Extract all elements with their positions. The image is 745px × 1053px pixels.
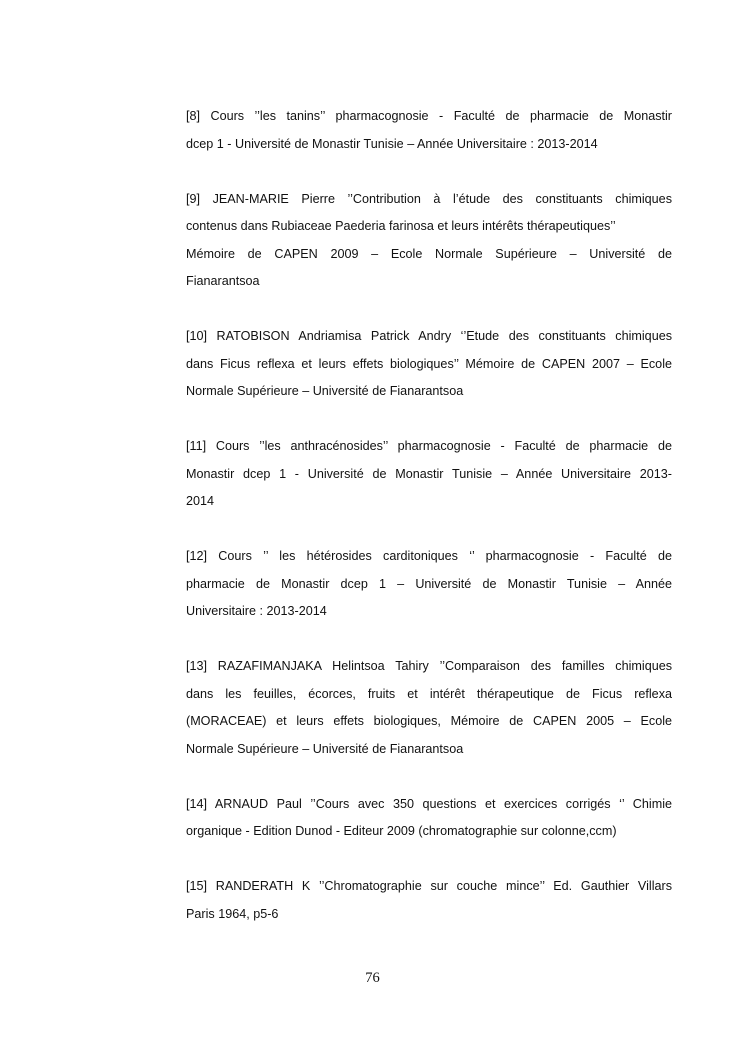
- reference-10: [186, 325, 672, 408]
- reference-line: Universitaire : 2013-2014: [186, 604, 327, 618]
- reference-line: Fianarantsoa: [186, 274, 260, 288]
- reference-line: Monastir dcep 1 - Université de Monastir Tunisie – Année Universitaire 2013-: [186, 466, 672, 481]
- reference-line: [8] Cours ’’les tanins’’ pharmacognosie - Faculté de pharmacie de Monastir: [186, 109, 672, 123]
- reference-9: [186, 188, 672, 298]
- reference-13: [186, 655, 672, 765]
- reference-11: [186, 435, 672, 518]
- reference-spacer: [186, 160, 672, 188]
- reference-spacer: [186, 518, 672, 546]
- reference-line: organique - Edition Dunod - Editeur 2009 (chromatographie sur colonne,ccm): [186, 824, 617, 838]
- reference-line: dcep 1 - Université de Monastir Tunisie – Année Universitaire : 2013-2014: [186, 136, 598, 151]
- reference-line: Mémoire de CAPEN 2009 – Ecole Normale Supérieure – Université de: [186, 246, 672, 261]
- reference-14: [186, 793, 672, 848]
- reference-line: contenus dans Rubiaceae Paederia farinosa et leurs intérêts thérapeutiques’’: [186, 219, 616, 233]
- reference-spacer: [186, 848, 672, 876]
- reference-line: [11] Cours ’’les anthracénosides’’ pharmacognosie - Faculté de pharmacie de: [186, 439, 672, 453]
- reference-line: Normale Supérieure – Université de Fianarantsoa: [186, 741, 464, 756]
- reference-line: [9] JEAN-MARIE Pierre ’’Contribution à l’étude des constituants chimiques: [186, 191, 672, 206]
- reference-line: pharmacie de Monastir dcep 1 – Université de Monastir Tunisie – Année: [186, 576, 672, 591]
- reference-15: [186, 875, 672, 930]
- page-number: 76: [365, 970, 380, 986]
- reference-list: [186, 105, 672, 930]
- reference-line: dans les feuilles, écorces, fruits et intérêt thérapeutique de Ficus reflexa: [186, 686, 672, 701]
- reference-line: [14] ARNAUD Paul ’’Cours avec 350 questions et exercices corrigés ‘’ Chimie: [186, 796, 672, 811]
- reference-line: Normale Supérieure – Université de Fianarantsoa: [186, 384, 464, 398]
- reference-line: [13] RAZAFIMANJAKA Helintsoa Tahiry ’’Comparaison des familles chimiques: [186, 659, 672, 673]
- reference-line: [10] RATOBISON Andriamisa Patrick Andry ‘’Etude des constituants chimiques: [186, 329, 672, 343]
- reference-spacer: [186, 765, 672, 793]
- reference-line: [15] RANDERATH K ’’Chromatographie sur couche mince’’ Ed. Gauthier Villars: [186, 879, 672, 893]
- reference-spacer: [186, 298, 672, 326]
- reference-spacer: [186, 408, 672, 436]
- reference-line: (MORACEAE) et leurs effets biologiques, Mémoire de CAPEN 2005 – Ecole: [186, 714, 672, 728]
- reference-8: [186, 105, 672, 160]
- reference-12: [186, 545, 672, 628]
- reference-line: [12] Cours ’’ les hétérosides carditoniques ‘’ pharmacognosie - Faculté de: [186, 549, 672, 563]
- reference-spacer: [186, 628, 672, 656]
- reference-line: 2014: [186, 494, 215, 508]
- reference-line: Paris 1964, p5-6: [186, 906, 279, 921]
- reference-line: dans Ficus reflexa et leurs effets biologiques’’ Mémoire de CAPEN 2007 – Ecole: [186, 356, 672, 371]
